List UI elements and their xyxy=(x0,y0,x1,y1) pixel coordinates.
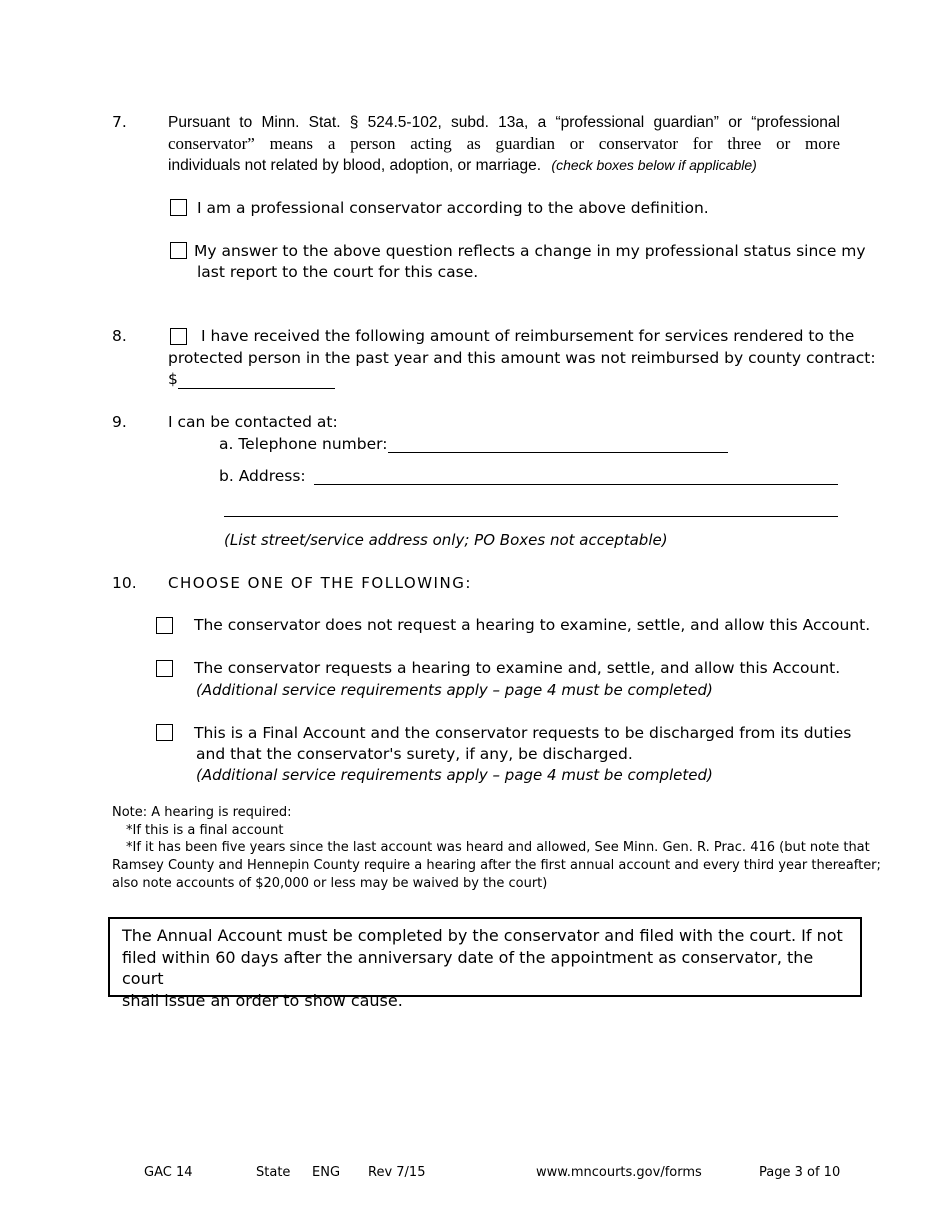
item-8-line-1: I have received the following amount of reimbursement for services rendered to the xyxy=(201,327,855,345)
final-account-label-line-2: and that the conservator's surety, if any, be discharged. xyxy=(196,745,633,763)
item-8-line-2: protected person in the past year and this amount was not reimbursed by county contract: xyxy=(168,349,876,367)
notice-line-2: filed within 60 days after the anniversary date of the appointment as conservator, the court xyxy=(122,947,814,988)
professional-conservator-label: I am a professional conservator according to the above definition. xyxy=(197,199,709,217)
footer-state: State xyxy=(256,1165,291,1180)
footer-url: www.mncourts.gov/forms xyxy=(536,1165,702,1180)
address-field-line-1[interactable] xyxy=(314,484,838,485)
notice-line-3: shall issue an order to show cause. xyxy=(122,990,403,1010)
note-line-5: also note accounts of $20,000 or less may be waived by the court) xyxy=(112,876,548,891)
address-field-line-2[interactable] xyxy=(224,516,838,517)
telephone-label: a. Telephone number: xyxy=(219,435,388,453)
request-hearing-note: (Additional service requirements apply – page 4 must be completed) xyxy=(196,681,713,699)
item-7-line-2: conservator” means a person acting as guardian or conservator for three or more xyxy=(168,134,840,153)
annual-account-notice-box xyxy=(108,917,862,1010)
note-line-2: *If this is a final account xyxy=(126,823,284,838)
item-7-number: 7. xyxy=(112,113,127,131)
item-10-heading: CHOOSE ONE OF THE FOLLOWING: xyxy=(168,574,472,592)
reimbursement-checkbox[interactable] xyxy=(170,328,187,345)
professional-conservator-checkbox[interactable] xyxy=(170,199,187,216)
request-hearing-label: The conservator requests a hearing to examine and, settle, and allow this Account. xyxy=(194,659,841,677)
currency-symbol: $ xyxy=(168,370,178,388)
status-change-label-line-1: My answer to the above question reflects a change in my professional status since my xyxy=(194,242,866,260)
item-7-line-3: individuals not related by blood, adoption, or marriage. xyxy=(168,157,542,174)
item-10-number: 10. xyxy=(112,574,137,592)
status-change-label-line-2: last report to the court for this case. xyxy=(197,263,479,281)
note-line-4: Ramsey County and Hennepin County require a hearing after the first annual account and every third year thereafter; xyxy=(112,858,881,873)
footer-page-number: Page 3 of 10 xyxy=(759,1165,841,1180)
final-account-checkbox[interactable] xyxy=(156,724,173,741)
no-hearing-label: The conservator does not request a hearing to examine, settle, and allow this Account. xyxy=(194,616,871,634)
footer-form-id: GAC 14 xyxy=(144,1165,193,1180)
item-9-number: 9. xyxy=(112,413,127,431)
address-hint: (List street/service address only; PO Boxes not acceptable) xyxy=(224,531,668,549)
address-label: b. Address: xyxy=(219,467,306,485)
telephone-field[interactable] xyxy=(388,452,728,453)
note-line-1: Note: A hearing is required: xyxy=(112,805,292,820)
status-change-checkbox[interactable] xyxy=(170,242,187,259)
note-line-3: *If it has been five years since the last account was heard and allowed, See Minn. Gen. R. Prac. 416 (but note that xyxy=(126,840,870,855)
notice-line-1: The Annual Account must be completed by the conservator and filed with the court. If not xyxy=(122,926,843,945)
item-7-line-1: Pursuant to Minn. Stat. § 524.5-102, subd. 13a, a “professional guardian” or “professional xyxy=(168,114,840,131)
item-9-intro: I can be contacted at: xyxy=(168,413,338,431)
request-hearing-checkbox[interactable] xyxy=(156,660,173,677)
final-account-label-line-1: This is a Final Account and the conservator requests to be discharged from its duties xyxy=(194,724,852,742)
footer-revision: Rev 7/15 xyxy=(368,1165,426,1180)
footer-language: ENG xyxy=(312,1165,341,1180)
item-7-hint: (check boxes below if applicable) xyxy=(551,157,757,173)
final-account-note: (Additional service requirements apply – page 4 must be completed) xyxy=(196,766,713,784)
reimbursement-amount-field[interactable] xyxy=(178,388,335,389)
item-8-number: 8. xyxy=(112,327,127,345)
no-hearing-checkbox[interactable] xyxy=(156,617,173,634)
